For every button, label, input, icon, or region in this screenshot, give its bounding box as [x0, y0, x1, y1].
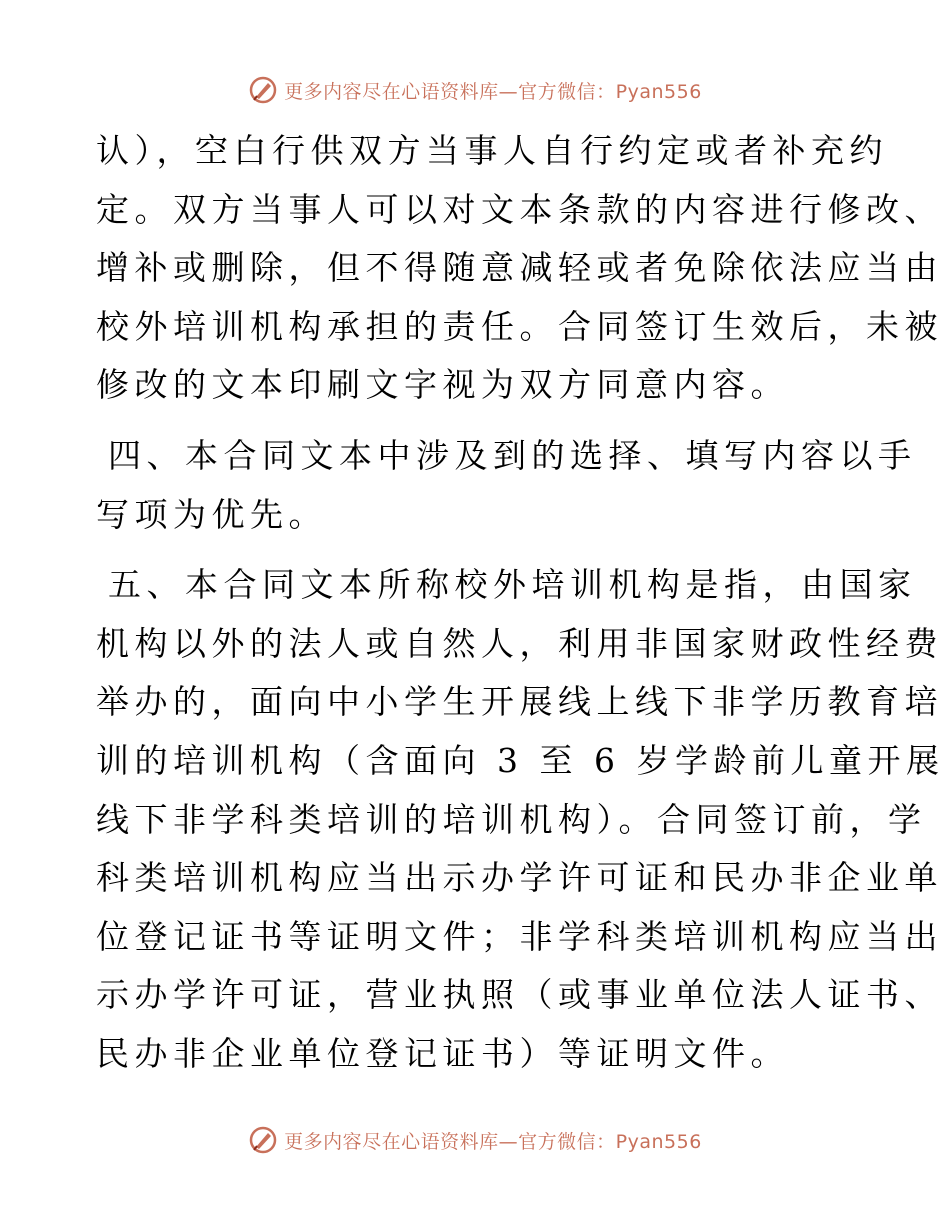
quill-pen-logo-icon: [248, 1125, 278, 1155]
paragraph-5: [96, 556, 945, 1083]
text-line: 五、本合同文本所称校外培训机构是指，由国家: [108, 565, 917, 605]
quill-pen-logo-icon: [248, 75, 278, 105]
footer-banner-text: 更多内容尽在心语资料库—官方微信：Pyan556: [284, 1130, 702, 1153]
text-line: 校外培训机构承担的责任。合同签订生效后，未被: [96, 306, 943, 346]
header-banner: [0, 70, 950, 110]
text-line: 认），空白行供双方当事人自行约定或者补充约: [96, 131, 888, 170]
text-line: 举办的，面向中小学生开展线上线下非学历教育培: [96, 682, 943, 722]
text-line: 机构以外的法人或自然人，利用非国家财政性经费: [96, 623, 943, 663]
paragraph-gap: [96, 544, 856, 556]
text-line: 定。双方当事人可以对文本条款的内容进行修改、: [96, 189, 943, 229]
text-line: 写项为优先。: [96, 494, 327, 534]
text-line: 示办学许可证，营业执照（或事业单位法人证书、: [96, 975, 943, 1015]
text-line: 修改的文本印刷文字视为双方同意内容。: [96, 365, 789, 405]
text-line: 四、本合同文本中涉及到的选择、填写内容以手: [108, 435, 917, 475]
text-line: 位登记证书等证明文件；非学科类培训机构应当出: [96, 916, 943, 956]
text-line: 训的培训机构（含面向 3 至 6 岁学龄前儿童开展: [96, 740, 945, 780]
paragraph-gap: [96, 415, 856, 427]
text-line: 民办非企业单位登记证书）等证明文件。: [96, 1033, 789, 1073]
text-line: 线下非学科类培训的培训机构）。合同签订前，学: [96, 799, 927, 839]
text-line: 科类培训机构应当出示办学许可证和民办非企业单: [96, 858, 943, 898]
paragraph-4: [96, 427, 917, 544]
footer-banner: [0, 1120, 950, 1160]
text-line: 增补或删除，但不得随意减轻或者免除依法应当由: [96, 248, 943, 288]
paragraph-1: [96, 122, 943, 415]
document-body: [96, 122, 945, 1084]
header-banner-text: 更多内容尽在心语资料库—官方微信：Pyan556: [284, 80, 702, 103]
